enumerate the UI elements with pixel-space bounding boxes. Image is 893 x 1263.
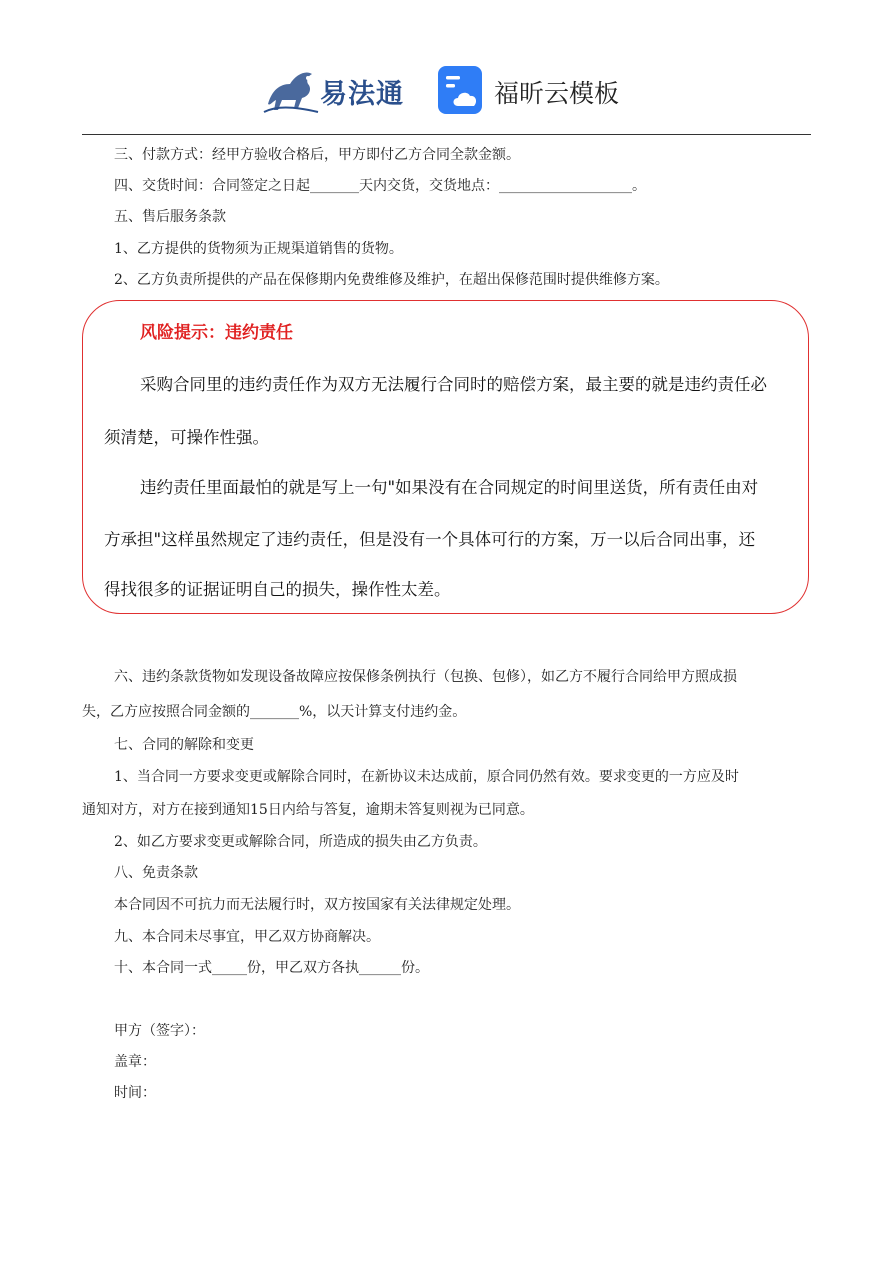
clause-breach-line1: 六、违约条款货物如发现设备故障应按保修条例执行（包换、包修），如乙方不履行合同给甲方照成损 [114, 669, 737, 685]
clause-termination-heading: 七、合同的解除和变更 [114, 737, 254, 753]
clause-exemption-text: 本合同因不可抗力而无法履行时，双方按国家有关法律规定处理。 [114, 897, 520, 913]
clause-exemption-heading: 八、免责条款 [114, 865, 198, 881]
fuxin-logo [436, 62, 636, 118]
qilin-icon [262, 60, 322, 116]
risk-text-line: 得找很多的证据证明自己的损失，操作性太差。 [104, 580, 451, 599]
signature-time: 时间： [114, 1085, 156, 1101]
cloud-doc-icon [436, 62, 486, 116]
clause-breach-line2: 失，乙方应按照合同金额的_______%，以天计算支付违约金。 [82, 704, 467, 720]
risk-notice-title: 风险提示：违约责任 [140, 323, 293, 343]
risk-text-line: 须清楚，可操作性强。 [104, 428, 269, 447]
yifatong-logo [262, 60, 412, 116]
risk-text-line: 采购合同里的违约责任作为双方无法履行合同时的赔偿方案，最主要的就是违约责任必 [140, 375, 767, 394]
risk-notice-box [82, 300, 809, 614]
clause-termination-2: 2、如乙方要求变更或解除合同，所造成的损失由乙方负责。 [114, 834, 487, 850]
clause-after-sales-1: 1、乙方提供的货物须为正规渠道销售的货物。 [114, 241, 403, 257]
clause-copies: 十、本合同一式_____份，甲乙双方各执______份。 [114, 960, 429, 976]
signature-seal: 盖章： [114, 1054, 156, 1070]
risk-text-line: 方承担"这样虽然规定了违约责任，但是没有一个具体可行的方案，万一以后合同出事，还 [104, 530, 756, 549]
header [0, 58, 893, 120]
clause-payment: 三、付款方式：经甲方验收合格后，甲方即付乙方合同全款金额。 [114, 147, 520, 163]
clause-termination-1-line2: 通知对方，对方在接到通知15日内给与答复，逾期未答复则视为已同意。 [82, 802, 534, 818]
clause-after-sales-heading: 五、售后服务条款 [114, 209, 226, 225]
signature-party-a: 甲方（签字）： [114, 1023, 205, 1039]
clause-after-sales-2: 2、乙方负责所提供的产品在保修期内免费维修及维护，在超出保修范围时提供维修方案。 [114, 272, 669, 288]
logo-right-text: 福昕云模板 [494, 79, 620, 108]
risk-text-line: 违约责任里面最怕的就是写上一句"如果没有在合同规定的时间里送货，所有责任由对 [140, 478, 759, 497]
clause-termination-1-line1: 1、当合同一方要求变更或解除合同时，在新协议未达成前，原合同仍然有效。要求变更的一方应及时 [114, 769, 739, 785]
logo-left-text: 易法通 [320, 79, 404, 110]
clause-misc: 九、本合同未尽事宜，甲乙双方协商解决。 [114, 929, 380, 945]
header-divider [82, 134, 811, 135]
clause-delivery: 四、交货时间：合同签定之日起_______天内交货，交货地点：___________________。 [114, 178, 646, 194]
